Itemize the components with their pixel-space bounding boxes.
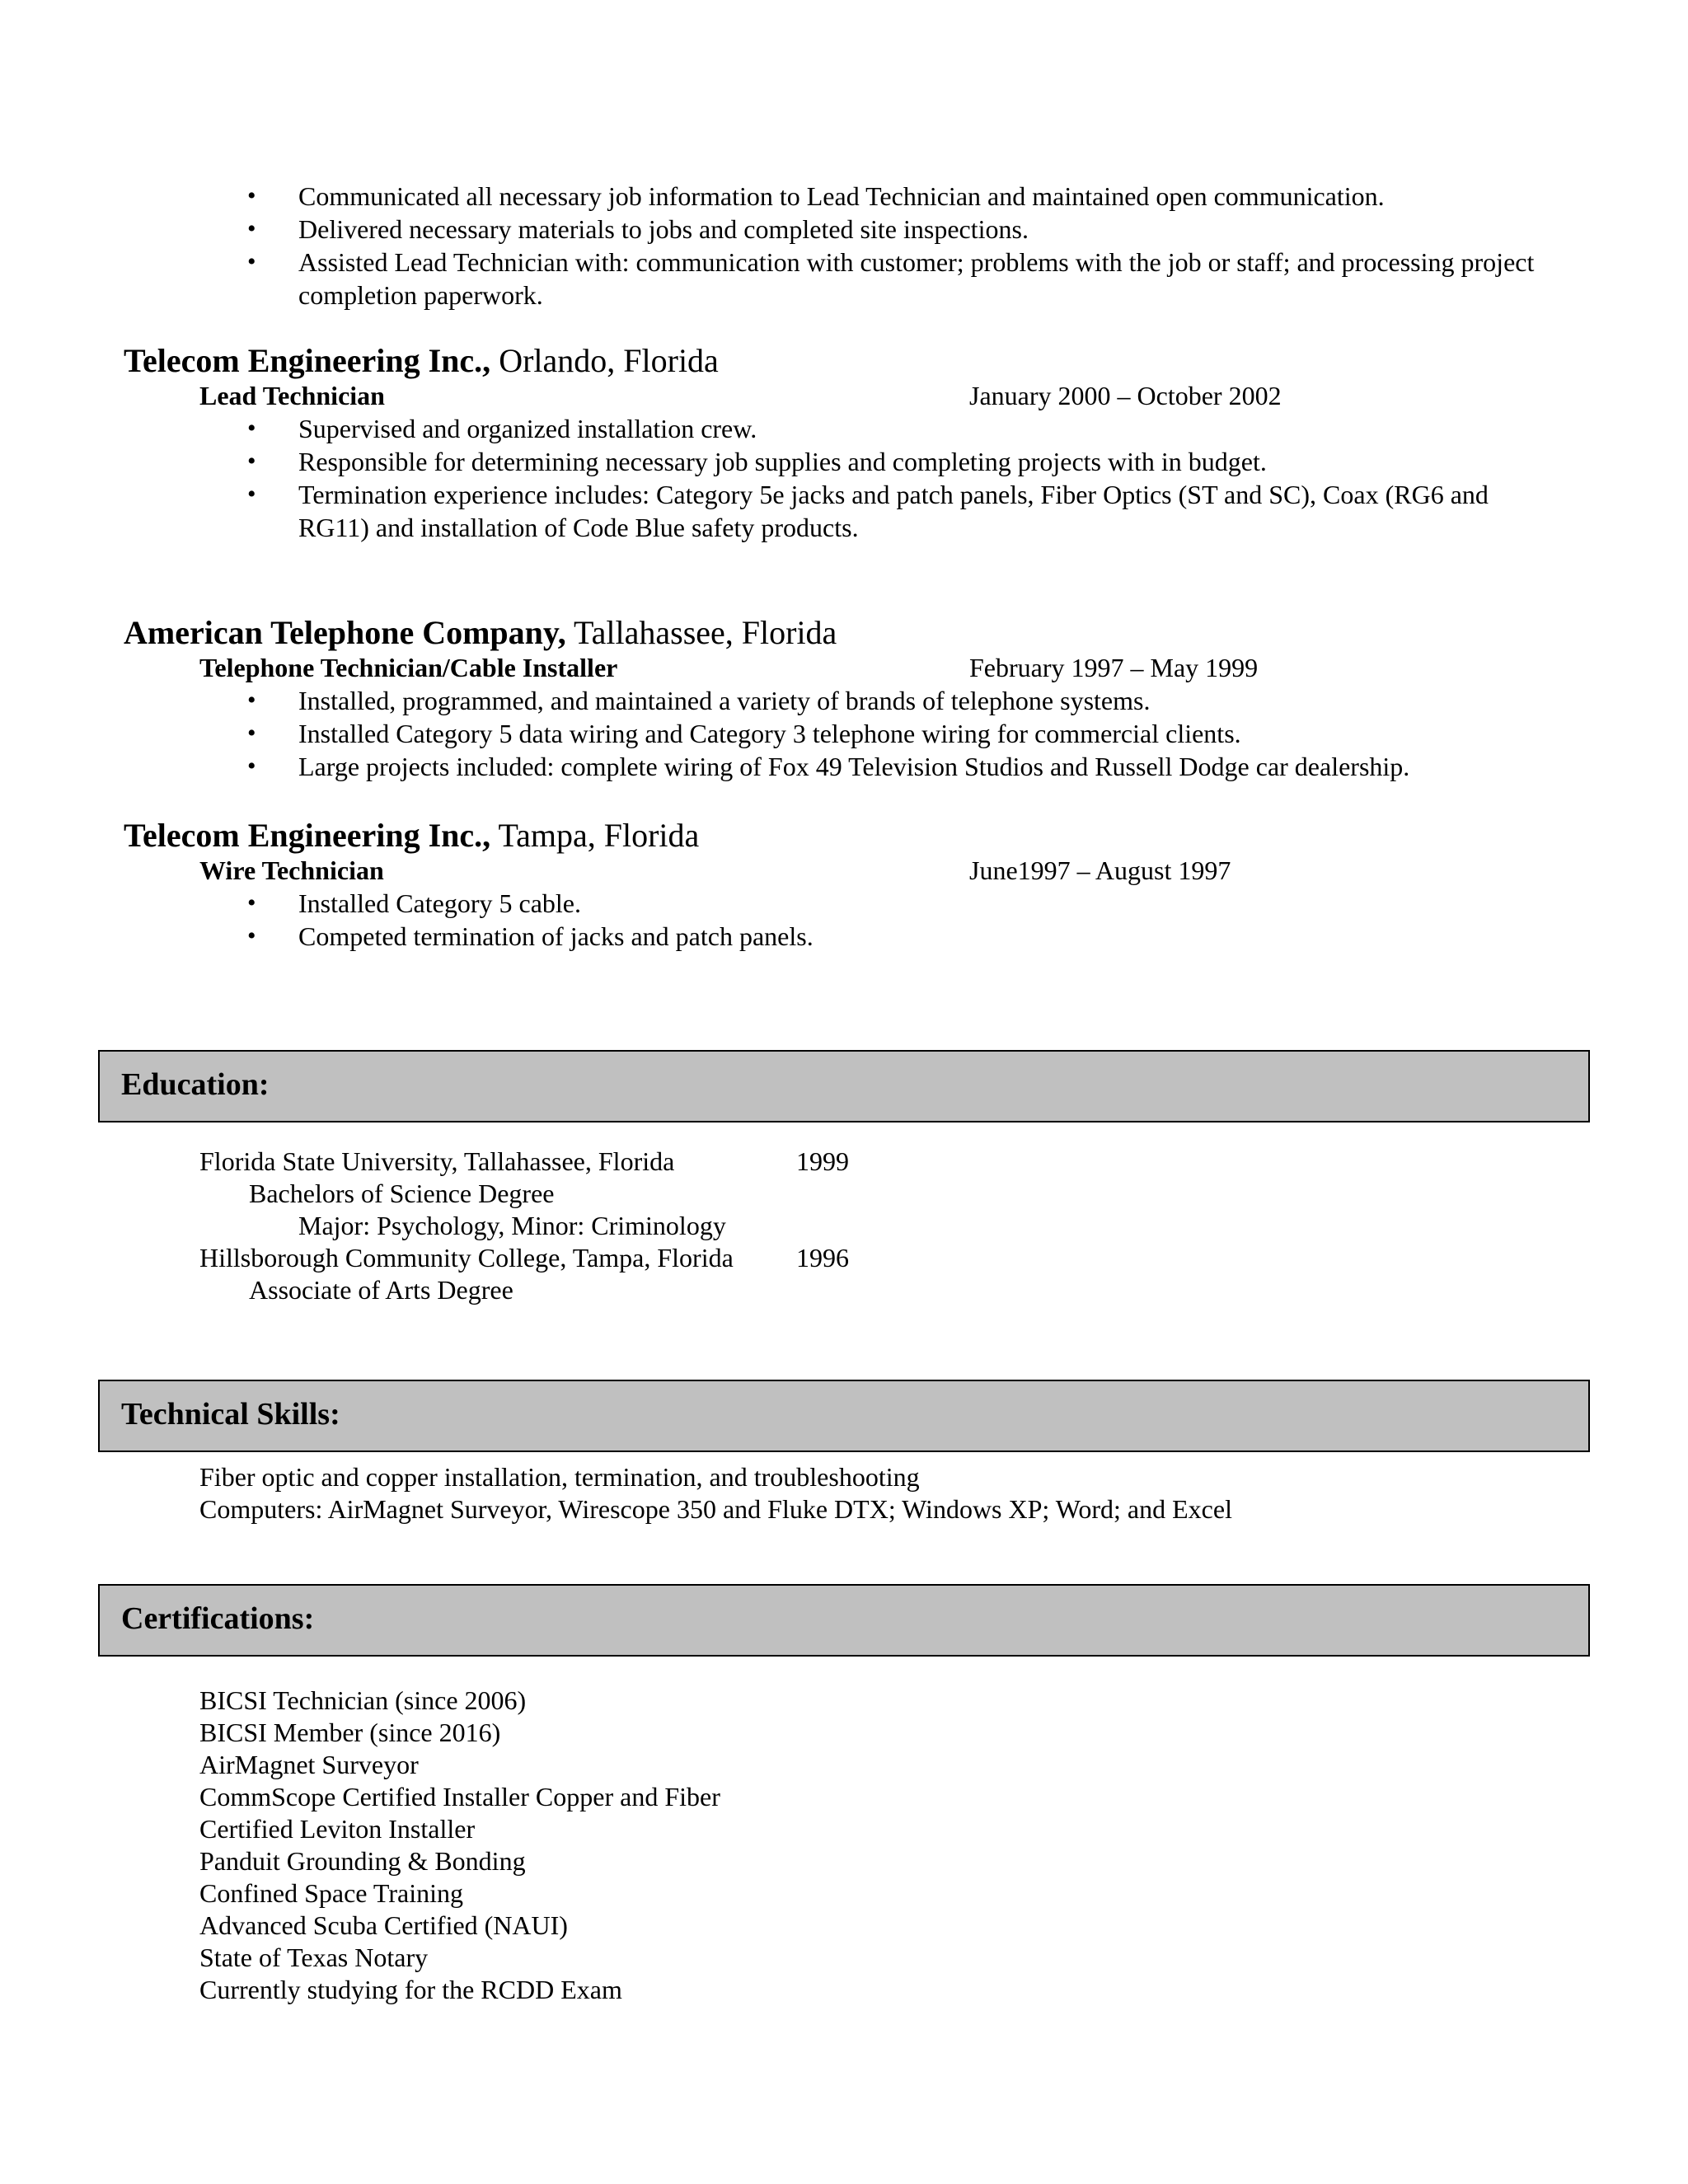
job-company: Telecom Engineering Inc., Orlando, Florida (124, 342, 719, 379)
certification-item: Confined Space Training (199, 1878, 463, 1908)
bullet-icon: • (247, 687, 256, 714)
bullet-item: • Installed, programmed, and maintained a variety of brands of telephone systems. (247, 686, 1151, 715)
certification-item: BICSI Member (since 2016) (199, 1718, 501, 1747)
bullet-item: • Communicated all necessary job information to Lead Technician and maintained open communication. (247, 181, 1385, 211)
job-dates: January 2000 – October 2002 (969, 381, 1282, 410)
bullet-icon: • (247, 719, 256, 747)
certification-item: Certified Leviton Installer (199, 1814, 476, 1844)
job-company: American Telephone Company, Tallahassee, Florida (124, 614, 837, 651)
certification-item: Advanced Scuba Certified (NAUI) (199, 1910, 568, 1940)
skill-line: Fiber optic and copper installation, termination, and troubleshooting (199, 1462, 920, 1492)
certifications-section-header (98, 1584, 1590, 1657)
certification-item: Panduit Grounding & Bonding (199, 1846, 526, 1876)
bullet-item: • Delivered necessary materials to jobs and completed site inspections. (247, 214, 1029, 244)
certification-item: Currently studying for the RCDD Exam (199, 1975, 622, 2004)
job-bullet-list (0, 887, 1535, 953)
job-title: Telephone Technician/Cable Installer (199, 653, 618, 682)
bullet-icon: • (247, 215, 256, 242)
bullet-item: • Supervised and organized installation crew. (247, 414, 757, 443)
education-detail: Major: Psychology, Minor: Criminology (298, 1211, 726, 1240)
job-company: Telecom Engineering Inc., Tampa, Florida (124, 817, 700, 854)
job-title: Wire Technician (199, 855, 384, 885)
bullet-icon: • (247, 248, 256, 275)
section-title: Certifications: (121, 1601, 315, 1636)
education-degree: Associate of Arts Degree (249, 1275, 513, 1305)
bullet-item: • Responsible for determining necessary job supplies and completing projects with in budget. (247, 447, 1267, 476)
certification-item: State of Texas Notary (199, 1943, 429, 1972)
bullet-icon: • (247, 922, 256, 949)
skill-line: Computers: AirMagnet Surveyor, Wirescope 350 and Fluke DTX; Windows XP; Word; and Excel (199, 1494, 1232, 1524)
education-school: Florida State University, Tallahassee, Florida (199, 1146, 675, 1176)
certification-item: CommScope Certified Installer Copper and Fiber (199, 1782, 720, 1811)
education-year: 1999 (796, 1146, 849, 1176)
bullet-item: • Assisted Lead Technician with: communication with customer; problems with the job or staff; and processing project completion paperwork. (247, 247, 1535, 310)
bullet-icon: • (247, 182, 256, 209)
bullet-item: • Termination experience includes: Category 5e jacks and patch panels, Fiber Optics (ST and SC), Coax (RG6 and RG11) and installation of Code Blue safety products. (247, 480, 1489, 542)
bullet-icon: • (247, 480, 256, 508)
bullet-icon: • (247, 448, 256, 475)
education-school: Hillsborough Community College, Tampa, Florida (199, 1243, 734, 1272)
section-title: Technical Skills: (121, 1397, 340, 1432)
bullet-item: • Installed Category 5 cable. (247, 888, 581, 918)
intro-bullet-list (0, 180, 1535, 312)
bullet-icon: • (247, 889, 256, 916)
job-bullet-list (0, 684, 1535, 783)
section-title: Education: (121, 1067, 270, 1102)
bullet-item: • Large projects included: complete wiring of Fox 49 Television Studios and Russell Dodge car dealership. (247, 752, 1410, 781)
education-degree: Bachelors of Science Degree (249, 1179, 555, 1208)
education-year: 1996 (796, 1243, 849, 1272)
job-bullet-list (0, 412, 1535, 544)
job-title: Lead Technician (199, 381, 385, 410)
job-dates: February 1997 – May 1999 (969, 653, 1259, 682)
bullet-item: • Competed termination of jacks and patch panels. (247, 921, 814, 951)
job-dates: June1997 – August 1997 (969, 855, 1231, 885)
education-section-header (98, 1050, 1590, 1122)
certification-item: AirMagnet Surveyor (199, 1750, 419, 1779)
bullet-item: • Installed Category 5 data wiring and Category 3 telephone wiring for commercial clients. (247, 719, 1241, 748)
skills-section-header (98, 1380, 1590, 1452)
certification-item: BICSI Technician (since 2006) (199, 1685, 527, 1715)
bullet-icon: • (247, 415, 256, 442)
bullet-icon: • (247, 752, 256, 780)
